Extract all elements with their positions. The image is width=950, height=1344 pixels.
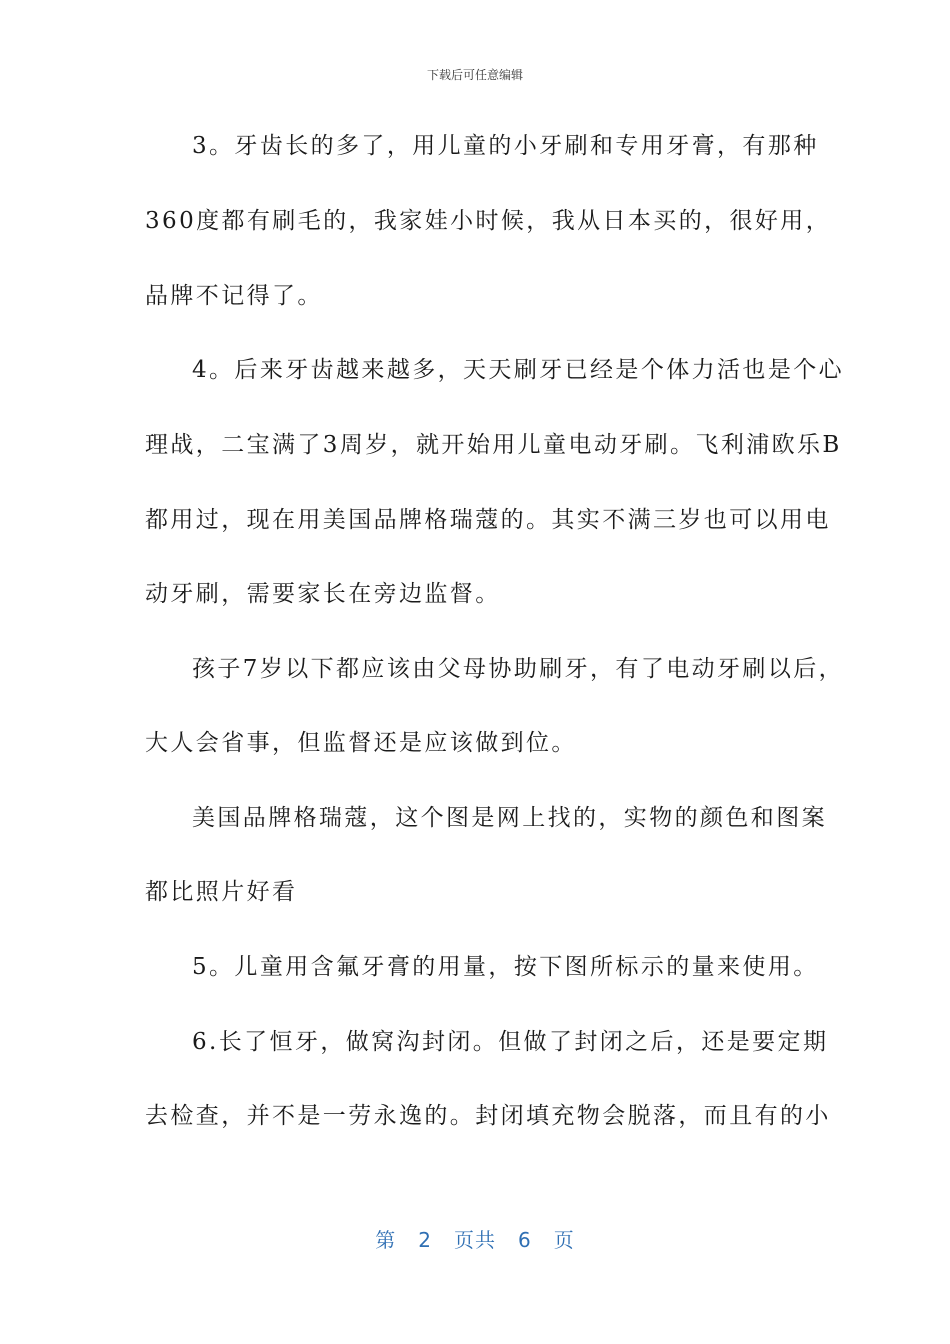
paragraph-line: 理战，二宝满了3周岁，就开始用儿童电动牙刷。飞利浦欧乐B <box>145 432 842 458</box>
paragraph-line: 3。牙齿长的多了，用儿童的小牙刷和专用牙膏，有那种 <box>192 133 819 159</box>
total-page-number: 6 <box>518 1228 532 1252</box>
paragraph-line: 大人会省事，但监督还是应该做到位。 <box>145 730 577 756</box>
paragraph-line: 孩子7岁以下都应该由父母协助刷牙，有了电动牙刷以后， <box>192 656 845 682</box>
footer-prefix: 第 <box>375 1228 397 1252</box>
header-note: 下载后可任意编辑 <box>426 68 523 82</box>
paragraph-line: 6.长了恒牙，做窝沟封闭。但做了封闭之后，还是要定期 <box>192 1029 829 1055</box>
current-page-number: 2 <box>418 1228 432 1252</box>
paragraph-line: 动牙刷，需要家长在旁边监督。 <box>145 581 501 607</box>
footer-middle: 页共 <box>454 1228 496 1252</box>
paragraph-line: 都用过，现在用美国品牌格瑞蔻的。其实不满三岁也可以用电 <box>145 507 831 533</box>
paragraph-line: 360度都有刷毛的，我家娃小时候，我从日本买的，很好用， <box>145 208 832 234</box>
paragraph-line: 美国品牌格瑞蔻，这个图是网上找的，实物的颜色和图案 <box>192 805 827 831</box>
paragraph-line: 去检查，并不是一劳永逸的。封闭填充物会脱落，而且有的小 <box>145 1103 831 1129</box>
page-footer <box>0 1224 950 1253</box>
paragraph-line: 都比照片好看 <box>145 879 298 905</box>
paragraph-line: 品牌不记得了。 <box>145 283 323 309</box>
paragraph-line: 5。儿童用含氟牙膏的用量，按下图所标示的量来使用。 <box>192 954 819 980</box>
paragraph-line: 4。后来牙齿越来越多，天天刷牙已经是个体力活也是个心 <box>192 357 845 383</box>
footer-suffix: 页 <box>553 1228 575 1252</box>
